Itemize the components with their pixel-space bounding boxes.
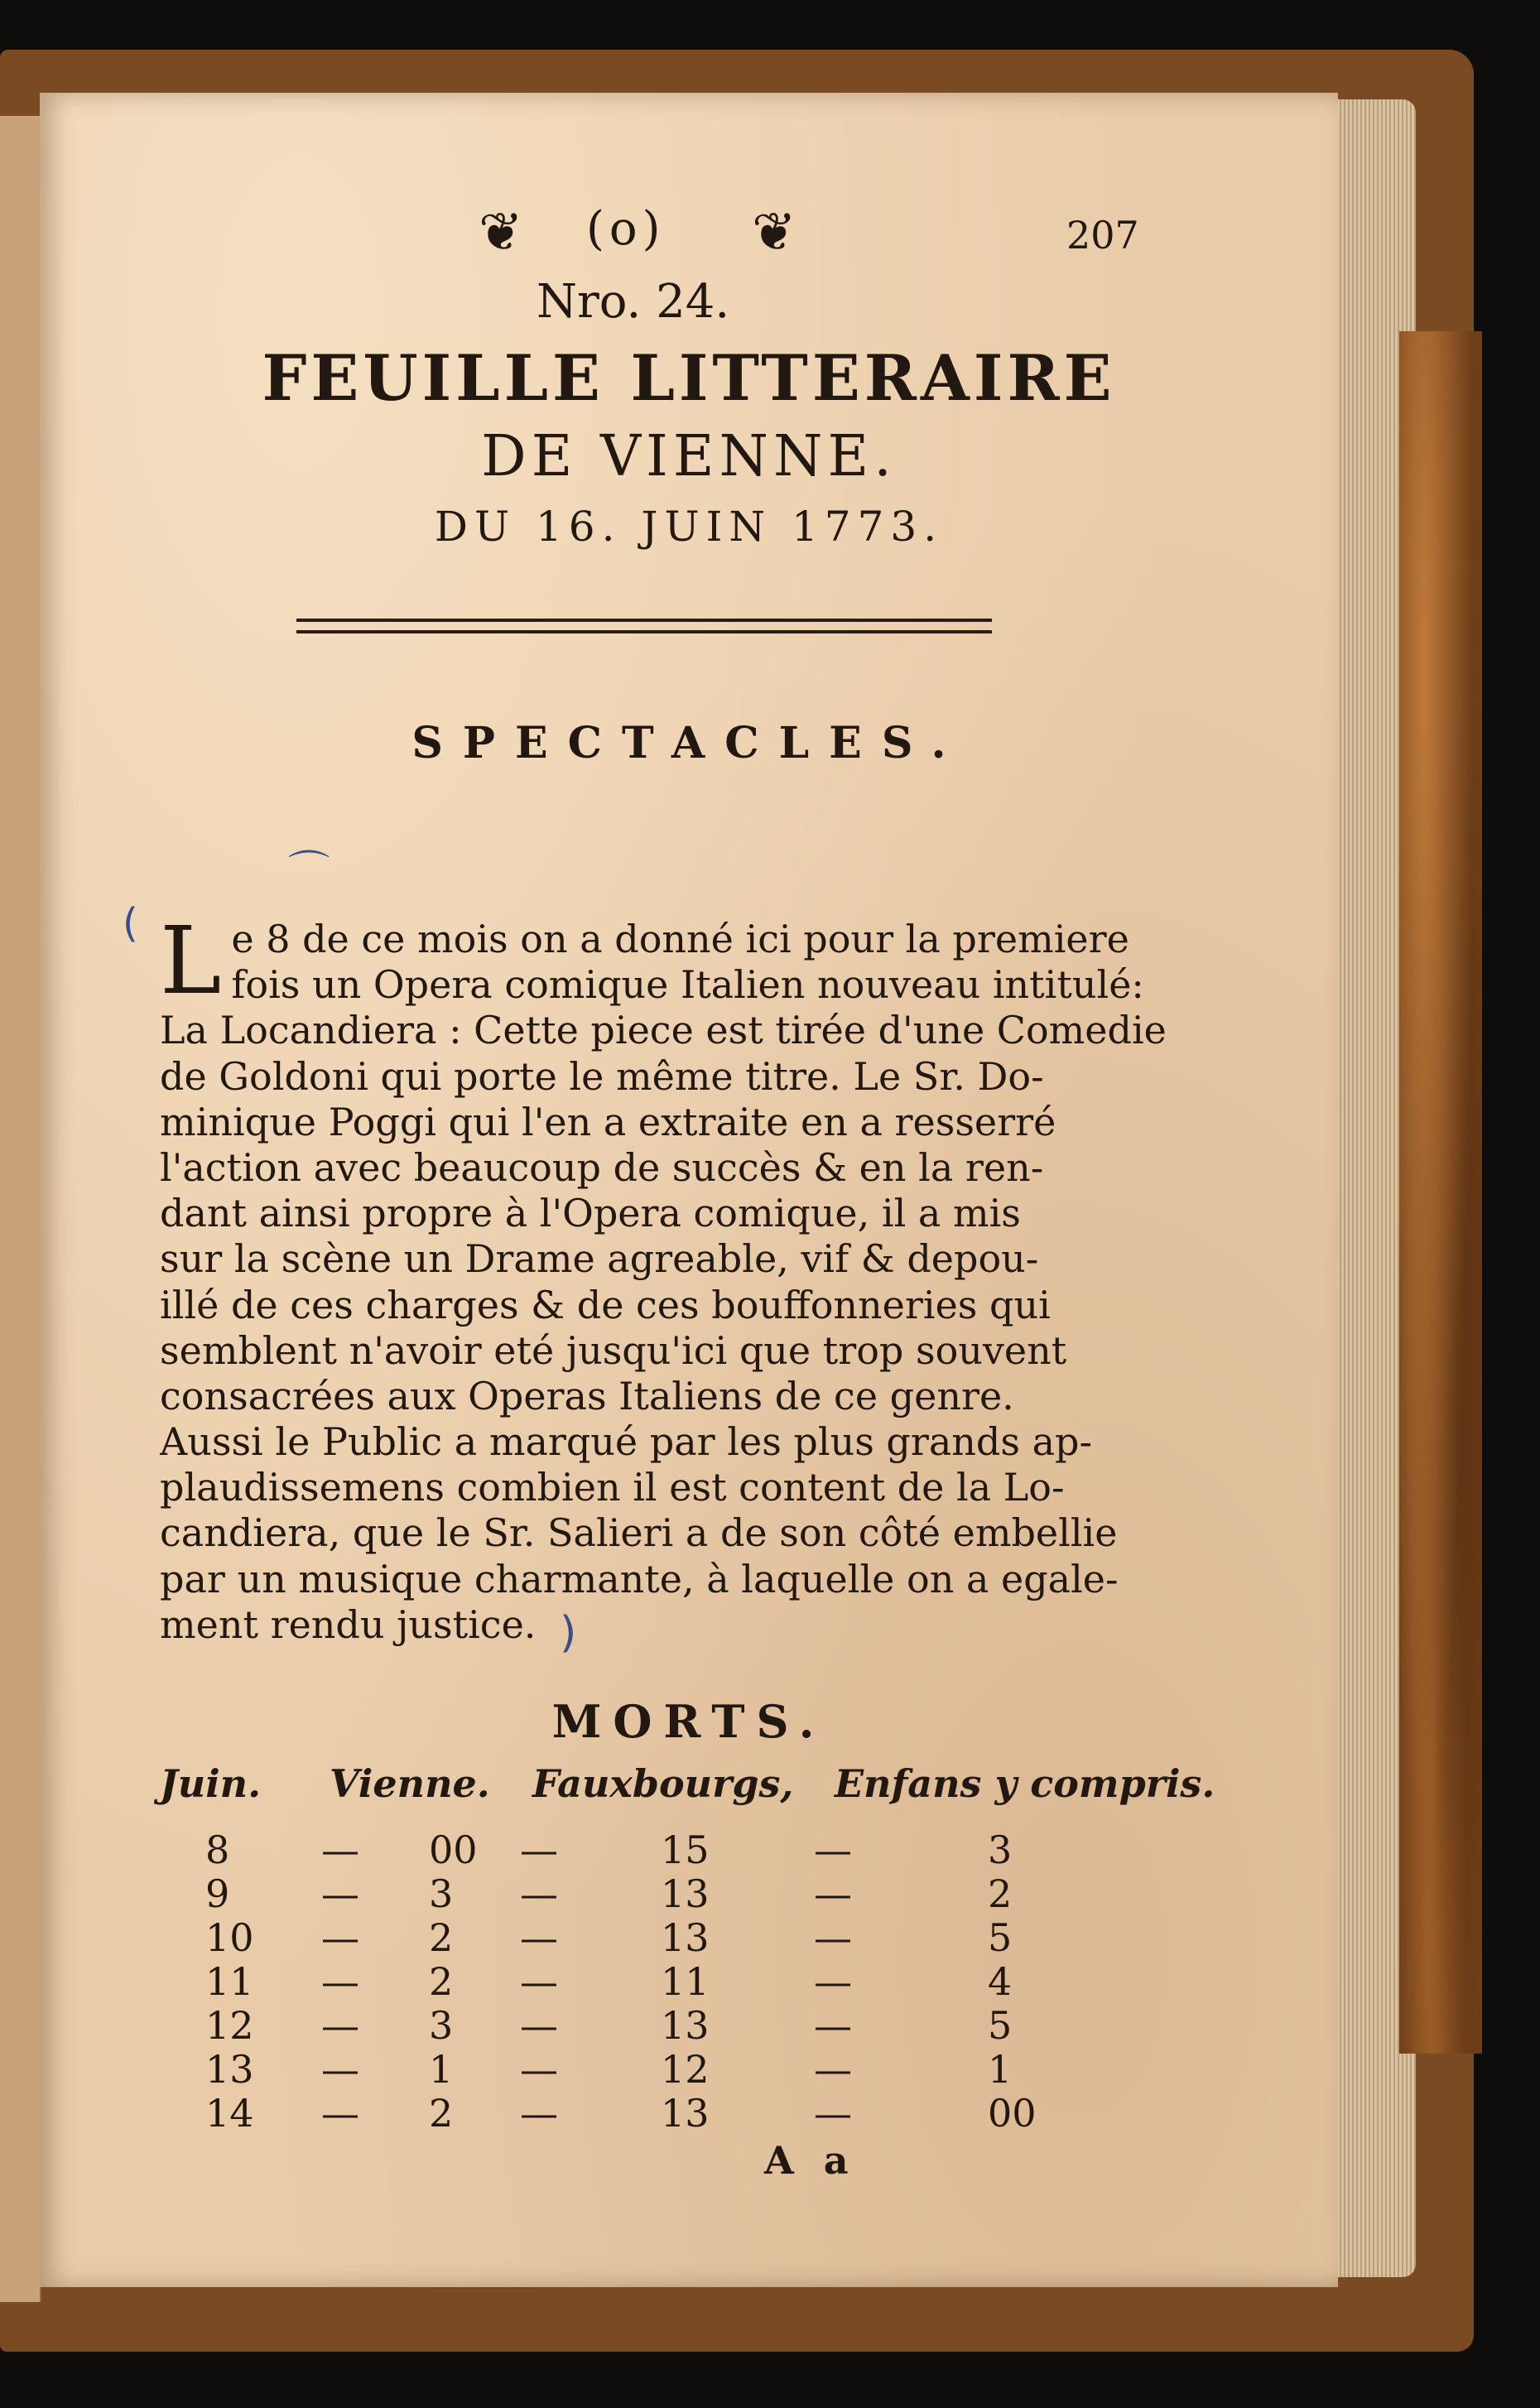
day-cell: 8 [205, 1828, 230, 1872]
vienne-cell: 2 [429, 1959, 454, 2004]
column-header-enfans: Enfans y compris. [835, 1761, 1215, 1806]
dash-separator: — [814, 1959, 852, 2004]
paragraph-line: Aussi le Public a marqué par les plus grands ap- [160, 1419, 1093, 1465]
day-cell: 10 [205, 1915, 254, 1960]
ornament-right-icon: ❦ [752, 202, 801, 263]
paragraph-line: ment rendu justice. [160, 1601, 537, 1647]
issue-number: Nro. 24. [537, 275, 730, 329]
table-row [160, 1871, 1174, 1915]
column-header-vienne: Vienne. [330, 1761, 490, 1806]
paragraph-line: de Goldoni qui porte le même titre. Le Sr. Do- [160, 1053, 1044, 1099]
vienne-cell: 2 [429, 2091, 454, 2136]
vienne-cell: 3 [429, 1871, 454, 1916]
enfans-cell: 5 [988, 2003, 1013, 2048]
column-header-juin: Juin. [160, 1761, 262, 1806]
paragraph-line: semblent n'avoir eté jusqu'ici que trop souvent [160, 1327, 1067, 1373]
fauxbourgs-cell: 13 [661, 1871, 710, 1916]
pencil-mark-left: ( [123, 900, 138, 946]
dash-separator: — [520, 1915, 558, 1960]
day-cell: 9 [205, 1871, 230, 1916]
paragraph-line: dant ainsi propre à l'Opera comique, il a mis [160, 1191, 1021, 1236]
fauxbourgs-cell: 15 [661, 1828, 710, 1872]
dash-separator: — [814, 1915, 852, 1960]
day-cell: 11 [205, 1959, 254, 2004]
section-heading: SPECTACLES. [411, 718, 966, 768]
enfans-cell: 1 [988, 2047, 1013, 2092]
paragraph-line: par un musique charmante, à laquelle on a egale- [160, 1556, 1119, 1601]
folio-number: 207 [1066, 213, 1139, 258]
dash-separator: — [520, 1871, 558, 1916]
dash-separator: — [321, 1915, 359, 1960]
paragraph-line: fois un Opera comique Italien nouveau intitulé: [231, 962, 1144, 1008]
morts-heading: MORTS. [551, 1695, 826, 1748]
masthead-title: FEUILLE LITTERAIRE [262, 341, 1116, 415]
enfans-cell: 5 [988, 1915, 1013, 1960]
enfans-cell: 4 [988, 1959, 1013, 2004]
page-marker: (o) [586, 202, 666, 256]
drop-cap: L [160, 908, 222, 1015]
paragraph-line: candiera, que le Sr. Salieri a de son côté embellie [160, 1510, 1118, 1556]
dash-separator: — [520, 2091, 558, 2136]
paragraph-line: l'action avec beaucoup de succès & en la ren- [160, 1144, 1044, 1190]
table-row [160, 2003, 1174, 2047]
vienne-cell: 2 [429, 1915, 454, 1960]
dash-separator: — [814, 2091, 852, 2136]
column-header-fauxbourgs: Fauxbourgs, [532, 1761, 794, 1806]
masthead-subtitle: DE VIENNE. [481, 424, 897, 489]
dash-separator: — [321, 2003, 359, 2048]
fauxbourgs-cell: 13 [661, 2091, 710, 2136]
day-cell: 13 [205, 2047, 254, 2092]
day-cell: 12 [205, 2003, 254, 2048]
pencil-mark-top: ⌒ [288, 847, 330, 895]
enfans-cell: 2 [988, 1871, 1013, 1916]
printed-page [40, 93, 1338, 2287]
enfans-cell: 00 [988, 2091, 1037, 2136]
paragraph-line: sur la scène un Drame agreable, vif & depou- [160, 1236, 1039, 1282]
enfans-cell: 3 [988, 1828, 1013, 1872]
ornamental-rule [296, 619, 992, 633]
dash-separator: — [321, 2047, 359, 2092]
fauxbourgs-cell: 13 [661, 2003, 710, 2048]
dash-separator: — [321, 1871, 359, 1916]
paragraph-line: La Locandiera : Cette piece est tirée d'une Comedie [160, 1008, 1167, 1053]
table-row [160, 1915, 1174, 1959]
marbled-board [1399, 331, 1482, 2054]
table-row [160, 2091, 1174, 2135]
issue-date: DU 16. JUIN 1773. [434, 503, 944, 551]
signature-mark: A a [764, 2138, 857, 2183]
paragraph-line: minique Poggi qui l'en a extraite en a resserré [160, 1099, 1056, 1144]
article-paragraph [160, 908, 1174, 1648]
mortality-table [160, 1761, 1215, 2150]
pencil-mark-end: ) [560, 1608, 577, 1658]
vienne-cell: 00 [429, 1828, 478, 1872]
paragraph-line: consacrées aux Operas Italiens de ce genre. [160, 1373, 1014, 1418]
vienne-cell: 1 [429, 2047, 454, 2092]
dash-separator: — [814, 1871, 852, 1916]
dash-separator: — [520, 2047, 558, 2092]
dash-separator: — [520, 1828, 558, 1872]
vienne-cell: 3 [429, 2003, 454, 2048]
paragraph-line: e 8 de ce mois on a donné ici pour la premiere [231, 917, 1129, 961]
dash-separator: — [321, 1959, 359, 2004]
dash-separator: — [814, 2047, 852, 2092]
day-cell: 14 [205, 2091, 254, 2136]
paragraph-line: illé de ces charges & de ces bouffonneries qui [160, 1282, 1051, 1327]
dash-separator: — [520, 2003, 558, 2048]
paragraph-line: plaudissemens combien il est content de la Lo- [160, 1465, 1065, 1510]
table-row [160, 1959, 1174, 2003]
fauxbourgs-cell: 13 [661, 1915, 710, 1960]
dash-separator: — [814, 1828, 852, 1872]
dash-separator: — [520, 1959, 558, 2004]
facing-page-edge [0, 116, 41, 2302]
dash-separator: — [321, 1828, 359, 1872]
dash-separator: — [814, 2003, 852, 2048]
fauxbourgs-cell: 11 [661, 1959, 710, 2004]
ornament-left-icon: ❦ [479, 202, 528, 263]
fauxbourgs-cell: 12 [661, 2047, 710, 2092]
table-row [160, 2047, 1174, 2091]
dash-separator: — [321, 2091, 359, 2136]
table-row [160, 1828, 1174, 1871]
